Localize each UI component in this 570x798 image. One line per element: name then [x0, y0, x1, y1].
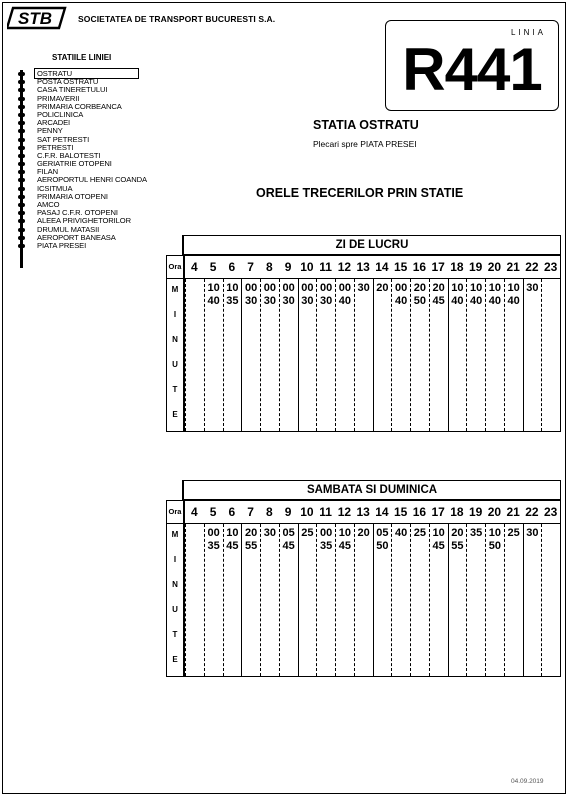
stop-marker-icon — [18, 113, 25, 117]
minutes-cell — [223, 524, 242, 676]
minutes-cell — [335, 524, 354, 676]
minute-value: 00 — [338, 282, 351, 294]
hour-row — [167, 501, 560, 524]
minute-value: 50 — [488, 540, 501, 552]
stops-list — [16, 70, 147, 250]
stop-marker-icon — [18, 80, 25, 84]
hour-cell: 19 — [468, 260, 483, 274]
minute-value: 00 — [263, 282, 276, 294]
minute-label-column — [167, 279, 185, 431]
minute-value: 00 — [207, 527, 220, 539]
minutes-cell — [448, 279, 467, 431]
hour-cell: 20 — [487, 260, 502, 274]
stop-label: GERIATRIE OTOPENI — [37, 159, 112, 169]
stop-marker-icon — [18, 138, 25, 142]
minute-value: 30 — [526, 527, 539, 539]
stop-marker-icon — [18, 72, 25, 76]
minute-value: 30 — [357, 282, 370, 294]
minute-value: 40 — [451, 295, 464, 307]
minute-label-column — [167, 524, 185, 676]
timetable-title: SAMBATA SI DUMINICA — [182, 480, 561, 500]
minute-value: 00 — [301, 282, 314, 294]
weekday-timetable — [166, 235, 561, 433]
hour-cell: 7 — [247, 505, 254, 519]
stop-item — [16, 193, 147, 201]
hour-cell: 20 — [487, 505, 502, 519]
hour-cell: 21 — [506, 260, 520, 274]
minutes-cell — [523, 279, 542, 431]
minutes-cell — [448, 524, 467, 676]
minute-value: 35 — [226, 295, 239, 307]
stop-marker-icon — [18, 178, 25, 182]
hour-cell: 16 — [412, 505, 427, 519]
minute-label-letter: I — [173, 555, 177, 564]
minute-value: 05 — [282, 527, 295, 539]
minute-value: 30 — [282, 295, 295, 307]
hour-cell: 6 — [228, 505, 236, 519]
minute-value: 40 — [488, 295, 501, 307]
minutes-cell — [279, 524, 298, 676]
minute-value: 05 — [376, 527, 389, 539]
stop-marker-icon — [18, 228, 25, 232]
minute-value: 30 — [263, 295, 276, 307]
minutes-cell — [298, 524, 317, 676]
stop-item — [16, 242, 147, 250]
stop-label: FILAN — [37, 167, 59, 177]
hour-cell: 11 — [319, 260, 332, 274]
stop-label: ICSITMUA — [37, 183, 73, 193]
minute-value: 40 — [395, 527, 408, 539]
stop-label: CASA TINERETULUI — [37, 85, 108, 95]
stop-label: PRIMARIA OTOPENI — [37, 191, 108, 201]
minutes-cell — [504, 279, 523, 431]
minute-label-letter: M — [171, 530, 179, 539]
hour-row — [167, 256, 560, 279]
stop-label: AEROPORT BANEASA — [37, 232, 116, 242]
minutes-cell — [260, 524, 279, 676]
minute-value: 35 — [470, 527, 483, 539]
stops-title: STATIILE LINIEI — [52, 53, 112, 62]
minute-value: 25 — [507, 527, 520, 539]
stop-label: PRIMARIA CORBEANCA — [37, 101, 122, 111]
minute-value: 00 — [282, 282, 295, 294]
company-name: SOCIETATEA DE TRANSPORT BUCURESTI S.A. — [78, 14, 276, 24]
stop-item — [16, 86, 147, 94]
stop-label: PRIMAVERII — [37, 93, 80, 103]
minute-value: 10 — [226, 282, 239, 294]
minutes-cell — [298, 279, 317, 431]
minute-value: 45 — [338, 540, 351, 552]
minutes-cell — [279, 279, 298, 431]
hour-cell: 13 — [356, 505, 370, 519]
hour-cell: 5 — [209, 505, 217, 519]
stop-label: PIATA PRESEI — [37, 240, 87, 250]
stop-label: C.F.R. BALOTESTI — [37, 150, 101, 160]
timetable-title: ZI DE LUCRU — [182, 235, 561, 255]
minutes-cell — [429, 524, 448, 676]
hour-cell: 7 — [247, 260, 254, 274]
minutes-cell — [260, 279, 279, 431]
minutes-cell — [204, 279, 223, 431]
stop-marker-icon — [18, 88, 25, 92]
minutes-cell — [541, 279, 560, 431]
hour-cell: 16 — [412, 260, 427, 274]
hour-cell: 17 — [431, 505, 445, 519]
hour-cell: 5 — [209, 260, 217, 274]
stop-marker-icon — [18, 187, 25, 191]
minute-value: 40 — [338, 295, 351, 307]
minute-label-letter: U — [172, 605, 178, 614]
stop-marker-icon — [18, 121, 25, 125]
stop-marker-icon — [18, 97, 25, 101]
hour-cell: 14 — [375, 505, 389, 519]
timetable-grid — [166, 500, 561, 677]
hour-cell: 14 — [375, 260, 389, 274]
stb-logo — [7, 6, 67, 30]
minutes-cell — [316, 279, 335, 431]
hour-cell: 9 — [284, 505, 292, 519]
hour-cell: 23 — [543, 505, 558, 519]
hour-cell: 6 — [228, 260, 236, 274]
timetable-grid — [166, 255, 561, 432]
line-label: LINIA — [510, 28, 546, 37]
print-date: 04.09.2019 — [511, 778, 544, 785]
minutes-row — [167, 279, 560, 431]
hour-cell: 17 — [431, 260, 445, 274]
hour-cell: 18 — [450, 505, 464, 519]
minute-value: 10 — [338, 527, 351, 539]
minutes-cell — [241, 524, 260, 676]
hour-cell: 15 — [393, 260, 408, 274]
minute-value: 10 — [207, 282, 220, 294]
hour-cell: 4 — [191, 260, 198, 274]
minute-value: 35 — [207, 540, 220, 552]
direction-text: Plecari spre PIATA PRESEI — [313, 139, 417, 149]
minute-label-letter: T — [172, 385, 178, 394]
minute-label-letter: N — [172, 580, 178, 589]
hour-cell: 4 — [191, 505, 198, 519]
hour-cell: 18 — [450, 260, 464, 274]
minute-value: 10 — [488, 527, 501, 539]
minutes-cell — [485, 279, 504, 431]
minute-value: 45 — [432, 295, 445, 307]
minute-value: 10 — [451, 282, 464, 294]
minutes-cell — [466, 279, 485, 431]
weekend-timetable — [166, 480, 561, 678]
minutes-cell — [204, 524, 223, 676]
minute-value: 20 — [451, 527, 464, 539]
minute-value: 45 — [432, 540, 445, 552]
minute-value: 20 — [413, 282, 426, 294]
stop-marker-icon — [18, 244, 25, 248]
hour-cell: 15 — [393, 505, 408, 519]
minutes-cell — [466, 524, 485, 676]
stop-label: DRUMUL MATASII — [37, 224, 100, 234]
minute-value: 50 — [413, 295, 426, 307]
minute-value: 40 — [470, 295, 483, 307]
stop-marker-icon — [18, 146, 25, 150]
minute-value: 10 — [507, 282, 520, 294]
minute-label-letter: U — [172, 360, 178, 369]
hour-cell: 9 — [284, 260, 292, 274]
minute-label-letter: I — [173, 310, 177, 319]
minute-value: 30 — [320, 295, 333, 307]
hour-cell: 22 — [525, 260, 539, 274]
stop-label: ARCADEI — [37, 118, 71, 128]
station-title: STATIA OSTRATU — [313, 118, 419, 132]
minute-value: 55 — [245, 540, 258, 552]
stop-marker-icon — [18, 203, 25, 207]
hour-cell: 10 — [300, 505, 314, 519]
stop-label: POSTA OSTRATU — [37, 77, 99, 87]
line-number: R441 — [402, 36, 542, 103]
stop-label: AEROPORTUL HENRI COANDA — [37, 175, 147, 185]
minutes-cell — [354, 524, 373, 676]
minute-value: 40 — [207, 295, 220, 307]
ora-label: Ora — [167, 501, 185, 523]
minutes-cell — [335, 279, 354, 431]
schedule-title: ORELE TRECERILOR PRIN STATIE — [256, 186, 464, 200]
minute-value: 30 — [526, 282, 539, 294]
minute-value: 45 — [226, 540, 239, 552]
svg-text:STB: STB — [18, 9, 52, 28]
hour-cell: 12 — [337, 505, 352, 519]
minute-value: 20 — [245, 527, 258, 539]
stop-label: PASAJ C.F.R. OTOPENI — [37, 208, 118, 218]
minute-value: 00 — [245, 282, 258, 294]
minutes-cell — [316, 524, 335, 676]
minutes-cell — [185, 279, 204, 431]
stop-item — [16, 119, 147, 127]
hour-cell: 23 — [543, 260, 558, 274]
stop-label: AMCO — [37, 200, 60, 209]
minutes-cell — [541, 524, 560, 676]
stop-item — [16, 111, 147, 119]
stop-marker-icon — [18, 170, 25, 174]
hour-cell: 13 — [356, 260, 370, 274]
minute-value: 40 — [395, 295, 408, 307]
minute-value: 20 — [357, 527, 370, 539]
stop-marker-icon — [18, 154, 25, 158]
minutes-cell — [523, 524, 542, 676]
minutes-cell — [185, 524, 204, 676]
stop-marker-icon — [18, 236, 25, 240]
minutes-row — [167, 524, 560, 676]
minute-value: 25 — [301, 527, 314, 539]
stop-marker-icon — [18, 105, 25, 109]
hour-cell: 11 — [319, 505, 332, 519]
minutes-cell — [391, 524, 410, 676]
minute-value: 00 — [320, 527, 333, 539]
minute-value: 30 — [263, 527, 276, 539]
minute-value: 40 — [507, 295, 520, 307]
minute-value: 45 — [282, 540, 295, 552]
minute-label-letter: T — [172, 630, 178, 639]
minute-label-letter: M — [171, 285, 179, 294]
hour-cell: 22 — [525, 505, 539, 519]
minute-value: 10 — [488, 282, 501, 294]
minutes-cell — [354, 279, 373, 431]
hour-cell: 10 — [300, 260, 314, 274]
line-box — [385, 20, 559, 111]
minutes-cell — [373, 279, 392, 431]
minute-value: 25 — [413, 527, 426, 539]
minute-value: 00 — [320, 282, 333, 294]
stop-item — [16, 176, 147, 184]
stop-marker-icon — [18, 219, 25, 223]
stop-label: SAT PETRESTI — [37, 134, 90, 144]
hour-cell: 21 — [506, 505, 520, 519]
stop-label: PETRESTI — [37, 142, 74, 152]
minute-value: 35 — [320, 540, 333, 552]
minute-value: 20 — [376, 282, 389, 294]
minute-value: 30 — [301, 295, 314, 307]
minute-label-letter: E — [172, 655, 178, 664]
minute-value: 10 — [432, 527, 445, 539]
minute-value: 10 — [226, 527, 239, 539]
minutes-cell — [373, 524, 392, 676]
stop-label: ALEEA PRIVIGHETORILOR — [37, 216, 131, 226]
minute-value: 55 — [451, 540, 464, 552]
minutes-cell — [410, 524, 429, 676]
stop-marker-icon — [18, 162, 25, 166]
stop-label: PENNY — [37, 126, 63, 136]
hour-cell: 8 — [266, 505, 273, 519]
hour-cell: 19 — [468, 505, 483, 519]
stop-marker-icon — [18, 195, 25, 199]
minute-value: 30 — [245, 295, 258, 307]
minute-value: 20 — [432, 282, 445, 294]
minutes-cell — [223, 279, 242, 431]
minute-value: 50 — [376, 540, 389, 552]
hour-cell: 12 — [337, 260, 352, 274]
minutes-cell — [504, 524, 523, 676]
stop-item — [16, 136, 147, 144]
ora-label: Ora — [167, 256, 185, 278]
stop-marker-icon — [18, 129, 25, 133]
minutes-cell — [485, 524, 504, 676]
minutes-cell — [241, 279, 260, 431]
minutes-cell — [391, 279, 410, 431]
minute-label-letter: E — [172, 410, 178, 419]
minute-label-letter: N — [172, 335, 178, 344]
minute-value: 00 — [395, 282, 408, 294]
minutes-cell — [410, 279, 429, 431]
stop-marker-icon — [18, 211, 25, 215]
minute-value: 10 — [470, 282, 483, 294]
stop-item — [16, 160, 147, 168]
hour-cell: 8 — [266, 260, 273, 274]
stop-label: POLICLINICA — [37, 109, 84, 119]
minutes-cell — [429, 279, 448, 431]
stop-label: OSTRATU — [34, 68, 139, 79]
